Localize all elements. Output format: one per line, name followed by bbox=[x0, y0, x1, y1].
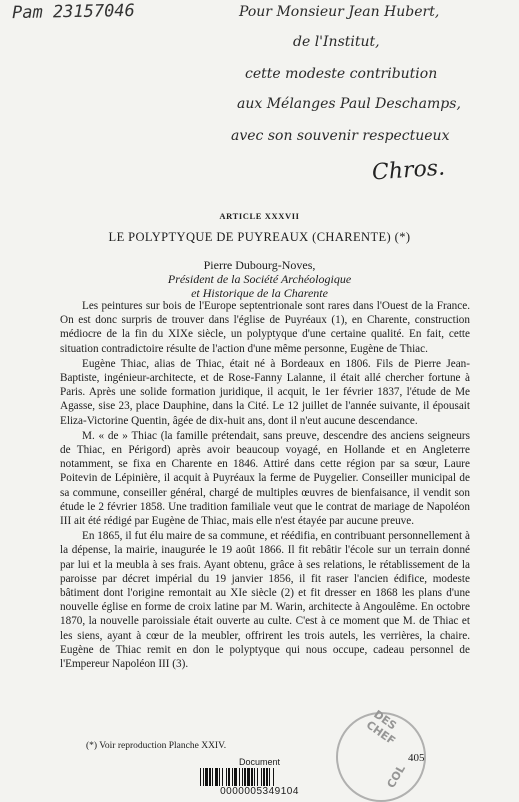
page-number: 405 bbox=[408, 752, 425, 764]
barcode-graphic bbox=[200, 768, 315, 786]
dedication-line: cette modeste contribution bbox=[245, 66, 438, 82]
body-paragraph: Eugène Thiac, alias de Thiac, était né à Bordeaux en 1806. Fils de Pierre Jean-Baptiste, ingénieur-architecte, et de Rose-Fanny Lalanne, il était allé chercher fortune à Paris. Après une solide formation juridique, il acquit, le 1er février 1837, l'étude de Me Agasse, sise 23, place Dauphine, dans la Cité. Le 12 juillet de l'année suivante, il épousait Eliza-Victorine Quentin, âgée de dix-huit ans, dont il n'eut aucune descendance. bbox=[60, 357, 470, 427]
barcode-bar bbox=[226, 768, 227, 786]
barcode-bar bbox=[247, 768, 250, 786]
barcode-bar bbox=[219, 768, 220, 786]
author-role: et Historique de la Charente bbox=[191, 286, 328, 300]
dedication-line: avec son souvenir respectueux bbox=[231, 128, 450, 144]
author-role: Président de la Société Archéologique bbox=[167, 272, 352, 286]
barcode-bar bbox=[261, 768, 262, 786]
barcode-bar bbox=[273, 768, 274, 786]
article-number: ARTICLE XXXVII bbox=[219, 211, 300, 221]
barcode-bar bbox=[203, 768, 204, 786]
author-block bbox=[0, 258, 519, 300]
barcode-bar bbox=[254, 768, 255, 786]
barcode-bar bbox=[205, 768, 208, 786]
body-paragraph: Les peintures sur bois de l'Europe septentrionale sont rares dans l'Ouest de la France. On est donc surpris de trouver dans l'église de Puyréaux (1), en Charente, construction médiocre de la fin du XIXe siècle, un polyptyque d'une certaine qualité. En fait, cette situation contradictoire résulte de l'action d'une même personne, Eugène de Thiac. bbox=[60, 300, 470, 355]
barcode-bar bbox=[257, 768, 258, 786]
barcode-label: Document bbox=[238, 757, 281, 767]
footnote: (*) Voir reproduction Planche XXIV. bbox=[86, 741, 227, 751]
article-title: LE POLYPTYQUE DE PUYREAUX (CHARENTE) (*) bbox=[108, 230, 411, 244]
barcode-bar bbox=[266, 768, 268, 786]
barcode-bar bbox=[200, 768, 201, 786]
author-name: Pierre Dubourg-Noves, bbox=[203, 258, 316, 272]
barcode-number: 0000005349104 bbox=[220, 786, 299, 797]
barcode-bar bbox=[263, 768, 265, 786]
handwritten-call-number: Pam 23157046 bbox=[11, 0, 135, 24]
handwritten-signature: Chros. bbox=[371, 155, 446, 186]
barcode-bar bbox=[244, 768, 246, 786]
dedication-line: de l'Institut, bbox=[293, 34, 380, 50]
barcode-bar bbox=[209, 768, 211, 786]
barcode-bar bbox=[215, 768, 218, 786]
article-body bbox=[60, 299, 470, 671]
barcode-bar bbox=[222, 768, 223, 786]
dedication-line: aux Mélanges Paul Deschamps, bbox=[237, 96, 461, 112]
barcode-bar bbox=[239, 768, 240, 786]
body-paragraph: En 1865, il fut élu maire de sa commune, et réédifia, en contribuant personnellement à la dépense, la mairie, inaugurée le 19 août 1866. Il fit rebâtir l'école sur un terrain donné par lui et la meubla à ses frais. Ayant obtenu, grâce à ses relations, le rétablissement de la paroisse par décret impérial du 19 janvier 1856, il fit raser l'ancien édifice, modeste bâtiment dont l'origine remontait au XIe siècle (2) et fit dresser en 1868 les plans d'une nouvelle église en forme de croix latine par M. Warin, architecte à Angoulême. En octobre 1870, la nouvelle paroissiale était ouverte au culte. C'est à ce moment que M. de Thiac et les siens, ayant à cœur de la meubler, offrirent les trois autels, les verrières, la chaire. Eugène de Thiac remit en don le polyptyque qui nous occupe, cadeau personnel de l'Empereur Napoléon III (3). bbox=[60, 530, 470, 671]
barcode-bar bbox=[232, 768, 233, 786]
body-paragraph: M. « de » Thiac (la famille prétendait, sans preuve, descendre des anciens seigneurs de Thiac, en Périgord) après avoir beaucoup voyagé, en Hollande et en Angleterre notamment, se fixa en Charente en 1846. Attiré dans cette région par sa sœur, Laure Poitevin de Lépinière, il acquit à Puyréaux la ferme de Puygelier. Conseiller municipal de sa commune, conseiller général, chargé de multiples œuvres de bienfaisance, il vendit son étude le 2 février 1858. Une tradition familiale veut que le contrat de mariage de Napoléon III ait été rédigé par Eugène de Thiac, mais elle n'est étayée par aucune preuve. bbox=[60, 429, 470, 528]
barcode-bar bbox=[269, 768, 270, 786]
barcode-bar bbox=[251, 768, 253, 786]
barcode-bar bbox=[234, 768, 237, 786]
barcode-bar bbox=[212, 768, 213, 786]
dedication-line: Pour Monsieur Jean Hubert, bbox=[239, 4, 440, 20]
barcode-bar bbox=[242, 768, 243, 786]
barcode-bar bbox=[228, 768, 230, 786]
stamp-text-top: DES CHEF bbox=[363, 707, 399, 748]
stamp-text-side: COL bbox=[384, 762, 408, 791]
